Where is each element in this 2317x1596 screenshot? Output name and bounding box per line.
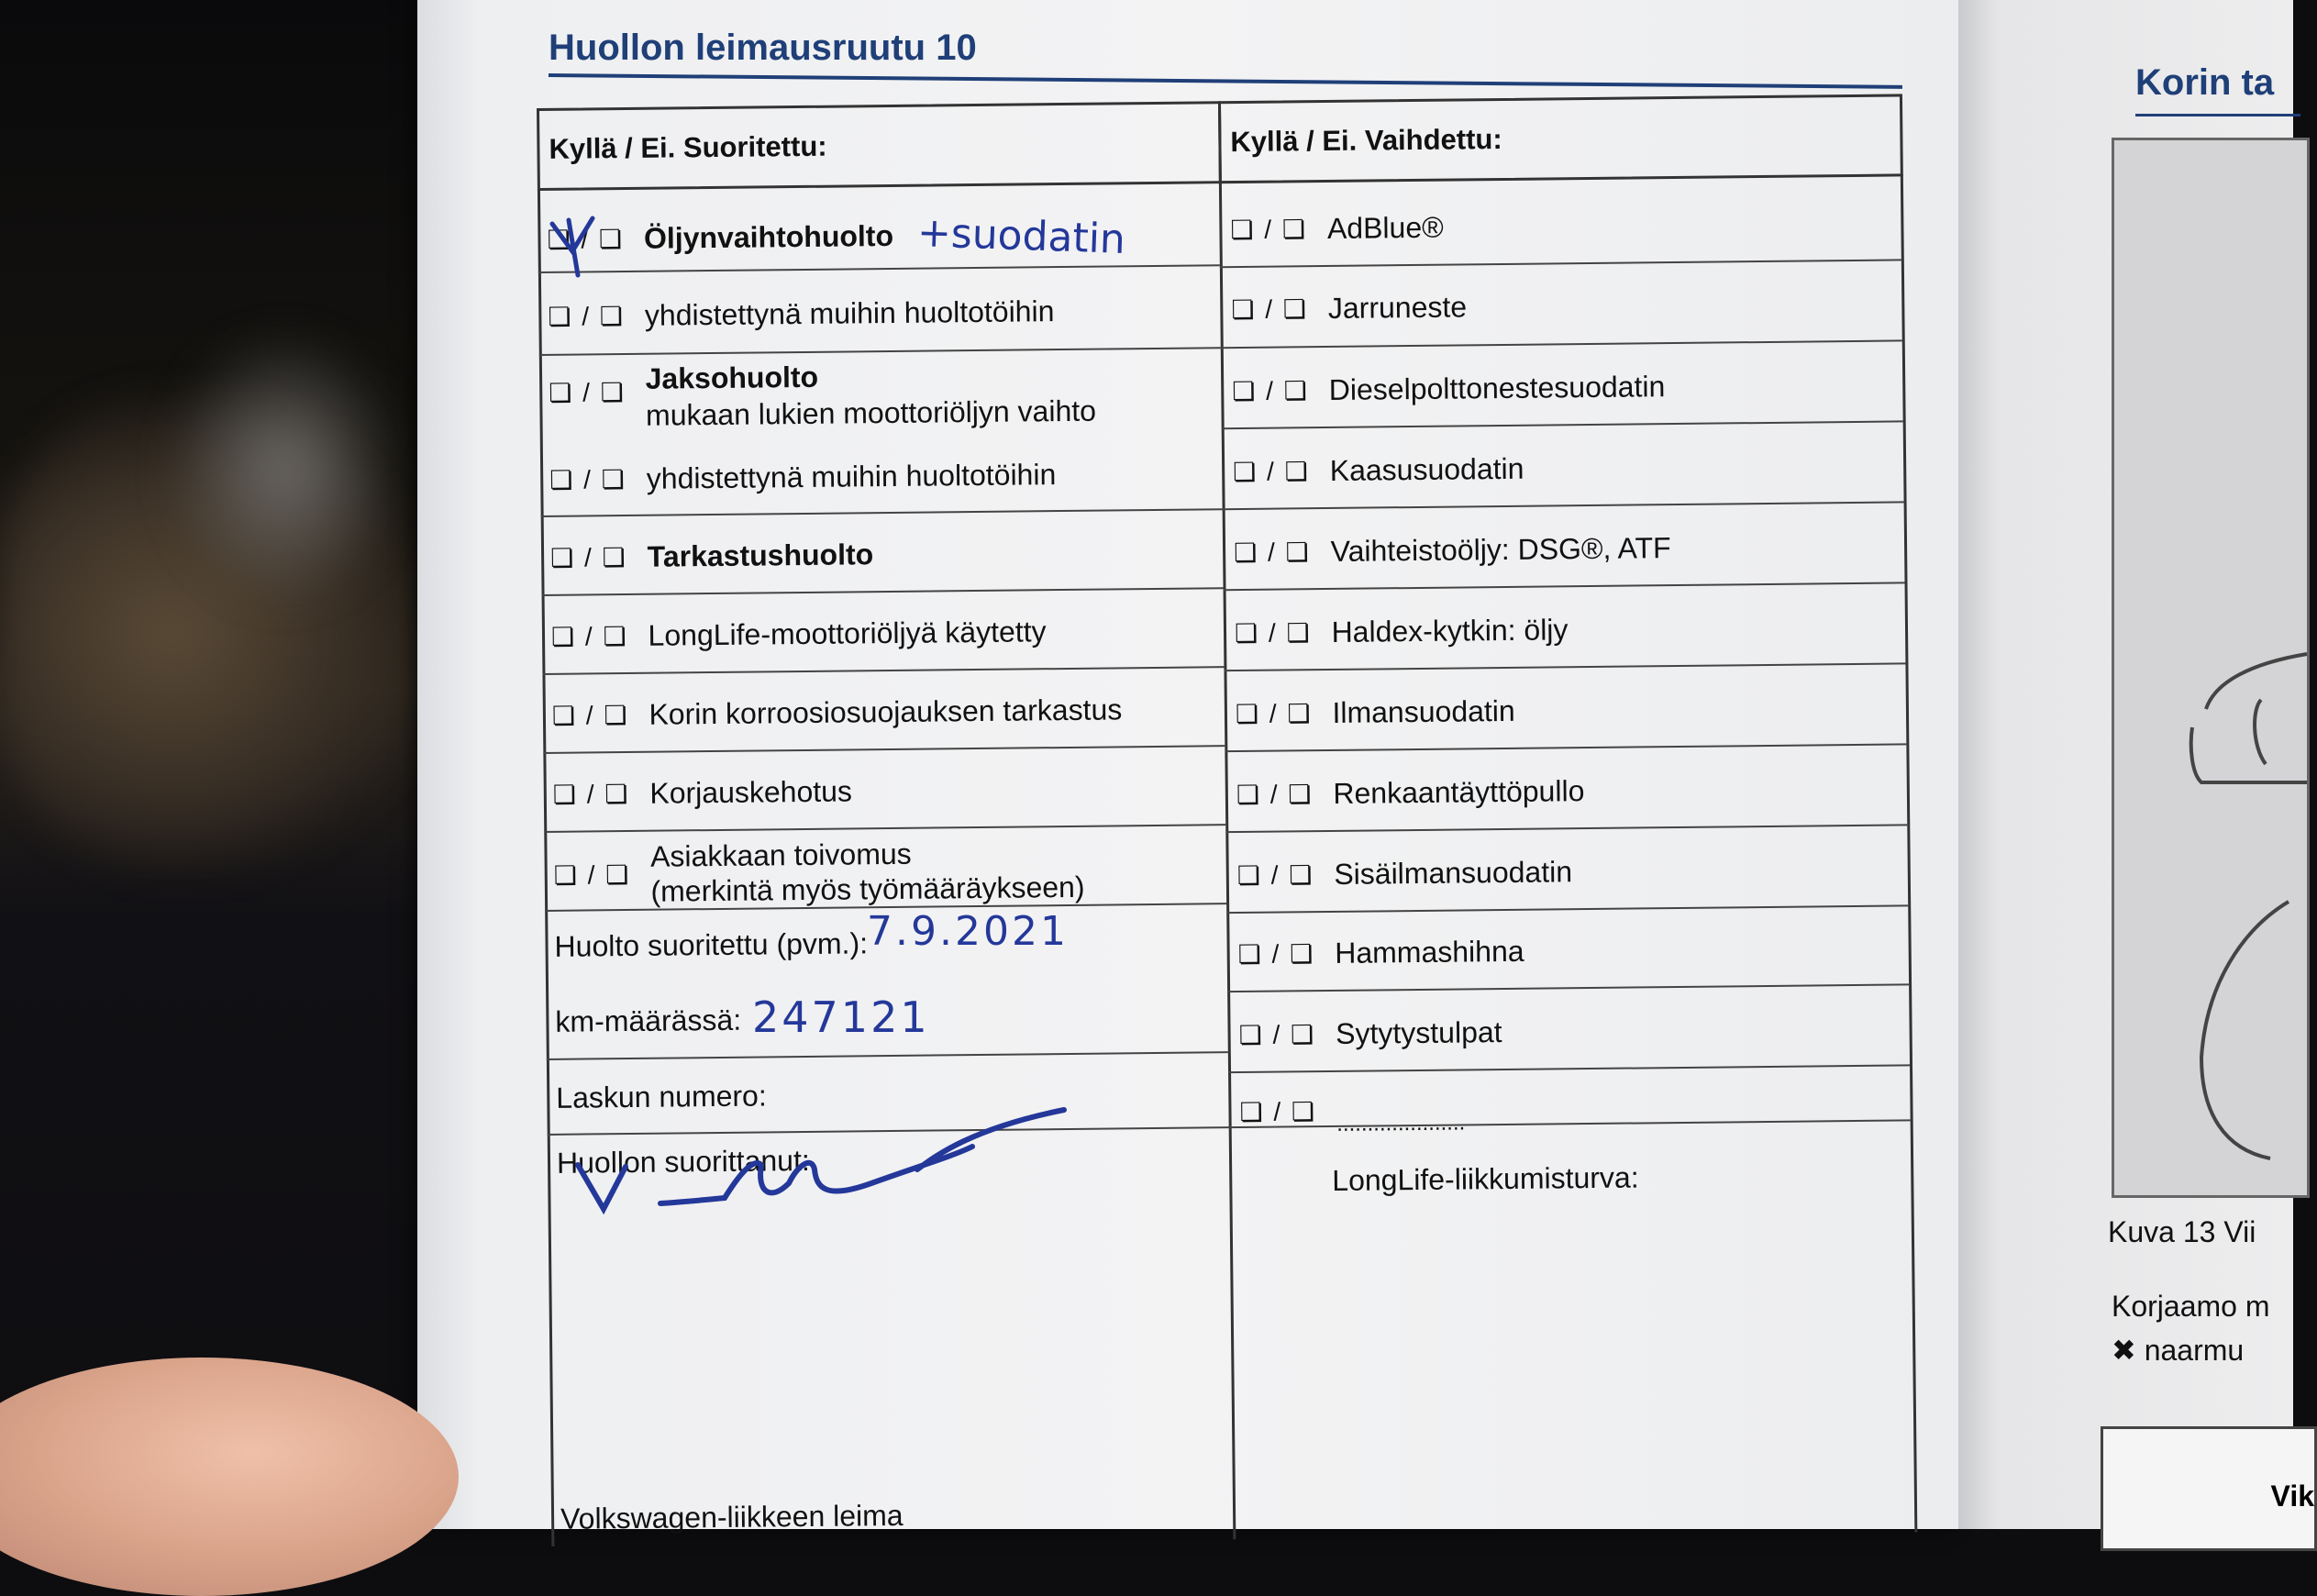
checkbox-pair[interactable]: ❏ / ❏ (547, 224, 625, 254)
right-row-12-blank: ..................... (1336, 1110, 1466, 1136)
right-row-12 (1239, 1076, 1465, 1145)
right-row-2-label: Jarruneste (1327, 289, 1468, 325)
checkbox-pair[interactable]: ❏ / ❏ (549, 542, 627, 572)
right-page-illustration (2112, 138, 2310, 1198)
right-row-2 (1231, 272, 1467, 343)
checkbox-pair[interactable]: ❏ / ❏ (1234, 617, 1312, 648)
background-blur-light (165, 330, 404, 605)
handwritten-date: 7.9.2021 (867, 908, 1069, 955)
right-page-text-1: Korjaamo m (2112, 1290, 2270, 1323)
checkbox-pair[interactable]: ❏ / ❏ (1231, 294, 1309, 324)
checkbox-pair[interactable]: ❏ / ❏ (1235, 698, 1313, 728)
right-page-box (2101, 1426, 2317, 1551)
left-row-9-sublabel: (merkintä myös työmääräykseen) (650, 870, 1085, 908)
checkbox-pair[interactable]: ❏ / ❏ (1238, 1019, 1316, 1049)
performer-label: Huollon suorittanut: (556, 1143, 810, 1180)
right-row-6-label: Haldex-kytkin: öljy (1331, 612, 1569, 648)
car-outline-icon (2114, 140, 2307, 1195)
right-row-1 (1230, 194, 1444, 262)
left-row-2 (548, 277, 1055, 350)
left-row-4 (549, 442, 1057, 512)
right-row-9-label: Sisäilmansuodatin (1334, 854, 1573, 891)
checkbox-pair[interactable]: ❏ / ❏ (552, 779, 630, 809)
checkbox-pair[interactable]: ❏ / ❏ (553, 859, 631, 890)
divider (547, 1051, 1228, 1060)
date-label: Huolto suoritettu (pvm.): (554, 925, 869, 963)
right-row-3 (1232, 351, 1666, 426)
right-row-1-label: AdBlue® (1326, 210, 1444, 245)
checkbox-pair[interactable]: ❏ / ❏ (1233, 537, 1311, 567)
left-row-4-label: yhdistettynä muihin huoltotöihin (646, 457, 1057, 495)
checkbox-pair[interactable]: ❏ / ❏ (551, 700, 629, 730)
right-row-10-label: Hammashihna (1335, 934, 1524, 970)
left-row-5 (550, 521, 874, 591)
right-page-underline (2135, 114, 2300, 116)
right-row-7-label: Ilmansuodatin (1332, 693, 1515, 729)
right-row-5-label: Vaihteistoöljy: DSG®, ATF (1330, 530, 1671, 568)
right-row-11-label: Sytytystulpat (1335, 1014, 1502, 1050)
invoice-label: Laskun numero: (556, 1078, 767, 1114)
longlife-row (1332, 1151, 1639, 1205)
checkbox-pair[interactable]: ❏ / ❏ (548, 301, 626, 331)
stamp-row (560, 1490, 904, 1545)
right-row-4 (1233, 434, 1524, 506)
right-row-5 (1234, 513, 1671, 587)
left-row-6-label: LongLife-moottoriöljyä käytetty (648, 614, 1047, 652)
handwritten-note: +suodatin (916, 209, 1126, 263)
left-row-9 (553, 831, 1084, 914)
right-row-8-label: Renkaantäyttöpullo (1333, 773, 1585, 810)
left-row-3-sublabel: mukaan lukien moottoriöljyn vaihto (645, 393, 1097, 432)
right-header (1218, 94, 1903, 183)
date-row (554, 917, 868, 972)
page-title: Huollon leimausruutu 10 (549, 28, 977, 68)
right-row-6 (1235, 594, 1569, 668)
checkbox-pair[interactable]: ❏ / ❏ (1230, 214, 1308, 244)
right-page-text (2112, 1284, 2270, 1372)
checkbox-pair[interactable]: ❏ / ❏ (1236, 859, 1314, 890)
right-page-box-label: Vik (2270, 1480, 2314, 1513)
left-row-9-label: Asiakkaan toivomus (649, 837, 912, 873)
left-row-8 (552, 758, 852, 826)
longlife-label: LongLife-liikkumisturva: (1332, 1159, 1639, 1197)
left-row-8-label: Korjauskehotus (649, 773, 853, 810)
checkbox-pair[interactable]: ❏ / ❏ (1233, 456, 1310, 486)
left-row-5-label: Tarkastushuolto (647, 537, 874, 573)
left-row-7-label: Korin korroosiosuojauksen tarkastus (649, 692, 1123, 731)
left-row-1-label: Öljynvaihtohuolto (643, 218, 894, 255)
right-header-label: Kyllä / Ei. Vaihdettu: (1230, 122, 1502, 159)
right-row-7 (1236, 676, 1516, 748)
right-page-caption: Kuva 13 Vii (2108, 1215, 2256, 1248)
checkbox-pair[interactable]: ❏ / ❏ (550, 621, 628, 651)
checkbox-pair[interactable]: ❏ / ❏ (549, 378, 626, 407)
left-row-3 (549, 356, 1096, 444)
checkbox-pair[interactable]: ❏ / ❏ (1239, 1096, 1317, 1126)
checkbox-pair[interactable]: ❏ / ❏ (1237, 938, 1315, 969)
left-row-7 (552, 676, 1123, 748)
left-row-2-label: yhdistettynä muihin huoltotöihin (644, 294, 1055, 332)
signature-icon (569, 1101, 1082, 1238)
handwritten-km: 247121 (752, 992, 930, 1042)
right-row-8 (1236, 756, 1584, 829)
checkmark-icon (541, 202, 624, 284)
km-label: km-määrässä: (555, 1003, 742, 1038)
left-header-label: Kyllä / Ei. Suoritettu: (549, 129, 827, 165)
right-row-10 (1237, 916, 1524, 989)
checkbox-pair[interactable]: ❏ / ❏ (549, 464, 626, 494)
service-stamp-form (537, 94, 1920, 1539)
right-row-9 (1236, 837, 1572, 910)
checkbox-pair[interactable]: ❏ / ❏ (1232, 375, 1309, 405)
right-page-title: Korin ta (2135, 62, 2275, 103)
left-row-3-label: Jaksohuolto (645, 360, 819, 395)
right-page-text-2: ✖ naarmu (2112, 1334, 2245, 1367)
right-row-4-label: Kaasusuodatin (1329, 451, 1524, 487)
right-row-3-label: Dieselpolttonestesuodatin (1328, 369, 1666, 406)
checkbox-pair[interactable]: ❏ / ❏ (1236, 779, 1314, 809)
right-row-11 (1238, 997, 1502, 1070)
left-header (537, 101, 1222, 191)
left-row-6 (551, 598, 1047, 670)
stamp-label: Volkswagen-liikkeen leima (560, 1498, 904, 1535)
km-row (555, 994, 741, 1047)
